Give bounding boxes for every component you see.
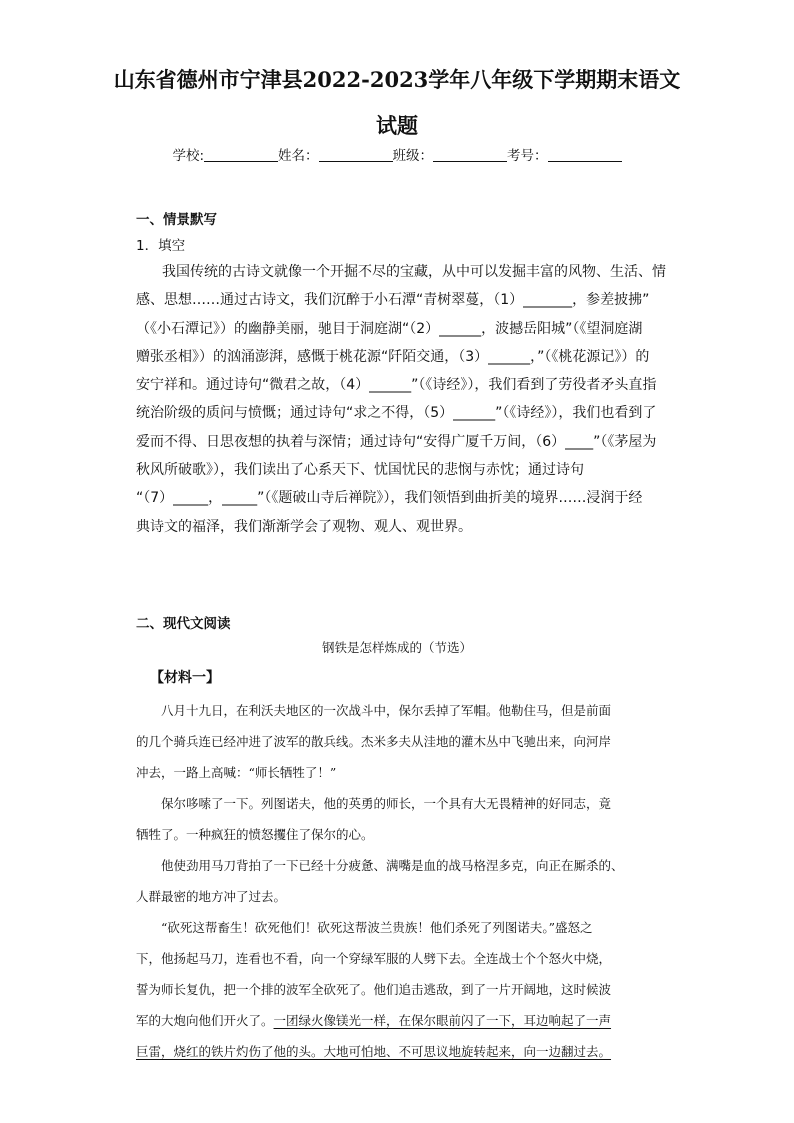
passage-line: （《小石潭记》）的幽静美丽，驰目于洞庭湖“（2）______，波撼岳阳城”（《望洞庭湖 xyxy=(136,320,643,337)
passage-line: 安宁祥和。通过诗句“微君之故，（4）______”（《诗经》），我们看到了劳役者矛头直指 xyxy=(136,377,657,394)
prose-line: 下，他扬起马刀，连看也不看，向一个穿绿军服的人劈下去。全连战士个个怒火中烧， xyxy=(136,951,612,966)
exam-title-line1: 山东省德州市宁津县2022-2023学年八年级下学期期末语文 xyxy=(113,67,681,92)
name-label: 姓名： xyxy=(278,148,319,164)
prose-line: 保尔哆嗦了一下。列图诺夫，他的英勇的师长，一个具有大无畏精神的好同志，竟 xyxy=(161,796,612,811)
question1-label: 1．填空 xyxy=(136,238,186,254)
question1-passage xyxy=(136,258,666,541)
exam-number-blank[interactable] xyxy=(548,147,622,162)
prose-line: 八月十九日，在利沃夫地区的一次战斗中，保尔丢掉了军帽。他勒住马，但是前面 xyxy=(161,703,612,718)
prose-line-underlined xyxy=(136,1036,666,1067)
underlined-text: 巨雷，烧红的铁片灼伤了他的头。大地可怕地、不可思议地旋转起来，向一边翻过去。 xyxy=(136,1044,612,1059)
passage-line: 典诗文的福泽，我们渐渐学会了观物、观人、观世界。 xyxy=(136,518,472,535)
reading-subtitle: 钢铁是怎样炼成的（节选） xyxy=(321,640,472,655)
passage-line: 赠张丞相》）的汹涌澎湃，感慨于桃花源“阡陌交通，（3）______，”（《桃花源记》）的 xyxy=(136,348,650,365)
prose-line: 的几个骑兵连已经冲进了波军的散兵线。杰米多夫从洼地的灌木丛中飞驰出来，向河岸 xyxy=(136,734,612,749)
name-blank[interactable] xyxy=(319,147,393,162)
prose-line: 冲去，一路上高喊：“师长牺牲了！” xyxy=(136,765,337,780)
class-blank[interactable] xyxy=(433,147,507,162)
passage-line: 爱而不得、日思夜想的执着与深情；通过诗句“安得广厦千万间，（6）____”（《茅屋为 xyxy=(136,433,657,450)
prose-line-mixed xyxy=(136,1005,666,1036)
passage-line: 感、思想……通过古诗文，我们沉醉于小石潭“青树翠蔓，（1）_______，参差披拂” xyxy=(136,292,650,309)
reading-passage xyxy=(136,695,666,1067)
passage-line: 我国传统的古诗文就像一个开掘不尽的宝藏，从中可以发掘丰富的风物、生活、情 xyxy=(162,264,666,280)
section1-heading: 一、情景默写 xyxy=(136,212,217,228)
class-label: 班级： xyxy=(392,148,434,164)
prose-line: 人群最密的地方冲了过去。 xyxy=(136,889,287,904)
material-label: 【材料一】 xyxy=(150,670,220,686)
passage-line: 统治阶级的质问与愤慨；通过诗句“求之不得，（5）______”（《诗经》），我们也看到了 xyxy=(136,405,657,422)
underlined-text: 一团绿火像镁光一样，在保尔眼前闪了一下，耳边响起了一声 xyxy=(273,1013,612,1028)
exam-number-label: 考号： xyxy=(507,148,548,164)
prose-line: 他使劲用马刀背拍了一下已经十分疲惫、满嘴是血的战马格涅多克，向正在厮杀的、 xyxy=(161,858,624,873)
prose-line: 誓为师长复仇，把一个排的波军全砍死了。他们追击逃敌，到了一片开阔地，这时候波 xyxy=(136,982,612,997)
school-blank[interactable] xyxy=(204,147,278,162)
prose-text: 军的大炮向他们开火了。 xyxy=(136,1013,274,1028)
section2-heading: 二、现代文阅读 xyxy=(136,616,231,632)
exam-title-line2: 试题 xyxy=(376,113,418,138)
passage-line: “（7）_____，_____”（《题破山寺后禅院》），我们领悟到曲折美的境界……浸润于经 xyxy=(136,490,643,507)
student-info-fields xyxy=(0,144,794,164)
passage-line: 秋风所破歌》），我们读出了心系天下、忧国忧民的悲悯与赤忱；通过诗句 xyxy=(136,462,584,479)
prose-line: 牺牲了。一种疯狂的愤怒攫住了保尔的心。 xyxy=(136,827,374,842)
school-label: 学校: xyxy=(172,148,205,164)
prose-line: “砍死这帮畜生！砍死他们！砍死这帮波兰贵族！他们杀死了列图诺夫。”盛怒之 xyxy=(161,920,593,935)
